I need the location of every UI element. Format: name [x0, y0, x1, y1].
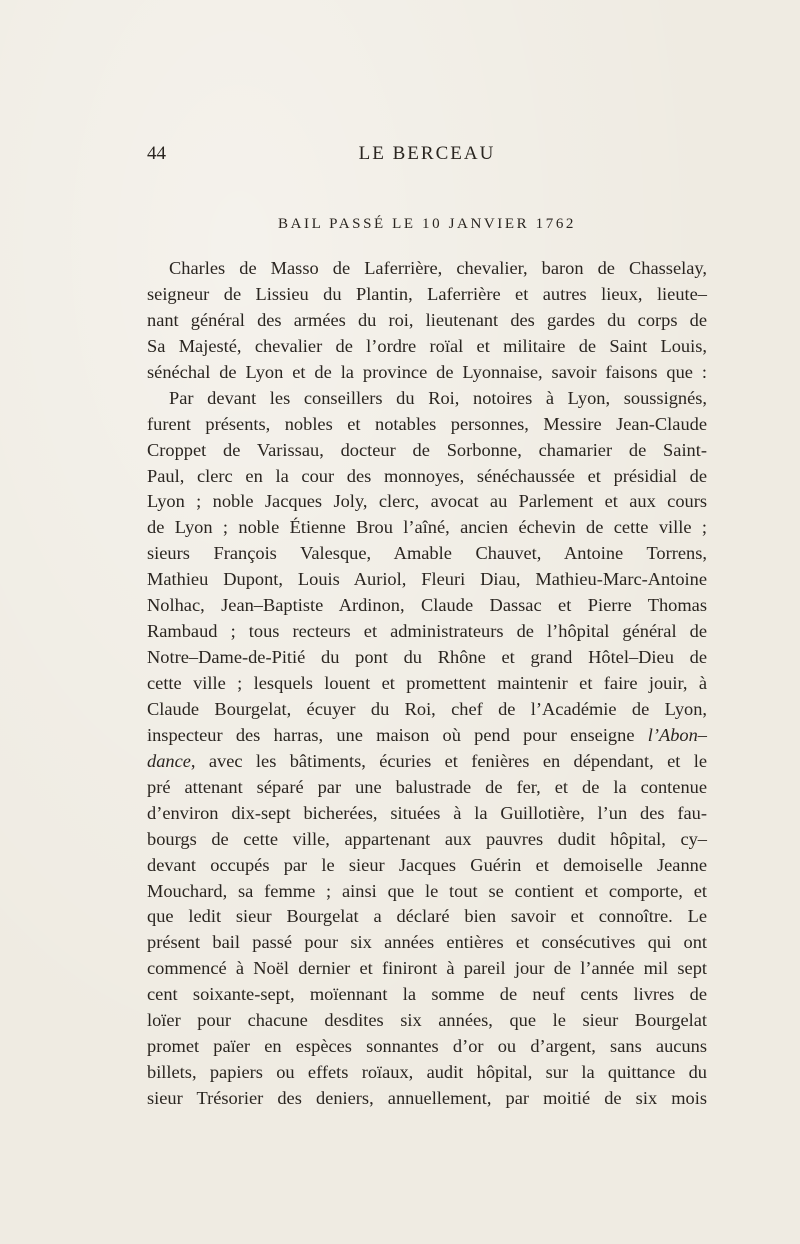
text-line: présent bail passé pour six années entières et consécutives qui ont	[147, 932, 707, 953]
text-line: Notre–Dame-de-Pitié du pont du Rhône et grand Hôtel–Dieu de	[147, 647, 707, 668]
text-line: nant général des armées du roi, lieutenant des gardes du corps de	[147, 309, 707, 330]
text-line: Croppet de Varissau, docteur de Sorbonne, chamarier de Saint-	[147, 439, 707, 460]
text-line: Rambaud ; tous recteurs et administrateurs de l’hôpital général de	[147, 621, 707, 642]
text-line: seigneur de Lissieu du Plantin, Laferrière et autres lieux, lieute–	[147, 283, 707, 304]
running-title: LE BERCEAU	[358, 143, 496, 164]
text-segment: inspecteur des harras, une maison où pend pour enseigne	[147, 724, 635, 745]
text-line: Mouchard, sa femme ; ainsi que le tout se contient et comporte, et	[147, 880, 707, 901]
text-segment: , avec les bâtiments, écuries et fenières en dépendant, et le	[190, 750, 707, 771]
italic-segment: dance	[147, 750, 191, 771]
text-line: devant occupés par le sieur Jacques Guérin et demoiselle Jeanne	[147, 854, 707, 875]
body-text	[147, 256, 707, 1112]
text-line: Paul, clerc en la cour des monnoyes, sénéchaussée et présidial de	[147, 465, 707, 486]
text-line: Lyon ; noble Jacques Joly, clerc, avocat au Parlement et aux cours	[147, 491, 707, 512]
text-line: que ledit sieur Bourgelat a déclaré bien savoir et connoître. Le	[147, 906, 707, 927]
text-line: sieurs François Valesque, Amable Chauvet, Antoine Torrens,	[147, 543, 707, 564]
text-line: Nolhac, Jean–Baptiste Ardinon, Claude Dassac et Pierre Thomas	[147, 595, 707, 616]
text-line: furent présents, nobles et notables personnes, Messire Jean-Claude	[147, 413, 707, 434]
text-line: d’environ dix-sept bicherées, situées à la Guillotière, l’un des fau-	[147, 802, 707, 823]
text-line: promet païer en espèces sonnantes d’or ou d’argent, sans aucuns	[147, 1036, 707, 1057]
text-line: de Lyon ; noble Étienne Brou l’aîné, ancien échevin de cette ville ;	[147, 517, 707, 538]
text-line: pré attenant séparé par une balustrade de fer, et de la contenue	[147, 776, 707, 797]
page-header	[147, 143, 707, 173]
text-line-with-italic	[147, 723, 707, 749]
text-line: Claude Bourgelat, écuyer du Roi, chef de l’Académie de Lyon,	[147, 698, 707, 719]
text-line: sénéchal de Lyon et de la province de Lyonnaise, savoir faisons que :	[147, 361, 707, 382]
text-line: loïer pour chacune desdites six années, que le sieur Bourgelat	[147, 1010, 707, 1031]
text-line: Sa Majesté, chevalier de l’ordre roïal et militaire de Saint Louis,	[147, 335, 707, 356]
text-line: Mathieu Dupont, Louis Auriol, Fleuri Diau, Mathieu-Marc-Antoine	[147, 569, 707, 590]
text-line: Charles de Masso de Laferrière, chevalier, baron de Chasselay,	[169, 258, 707, 278]
text-line: bourgs de cette ville, appartenant aux pauvres dudit hôpital, cy–	[147, 828, 707, 849]
section-title: BAIL PASSÉ LE 10 JANVIER 1762	[277, 216, 577, 232]
text-line: sieur Trésorier des deniers, annuellement, par moitié de six mois	[147, 1088, 707, 1108]
text-line: cent soixante-sept, moïennant la somme de neuf cents livres de	[147, 984, 707, 1005]
page-number: 44	[147, 143, 166, 164]
text-line: Par devant les conseillers du Roi, notoires à Lyon, soussignés,	[169, 387, 707, 408]
text-line: commencé à Noël dernier et finiront à pareil jour de l’année mil sept	[147, 958, 707, 979]
text-line: billets, papiers ou effets roïaux, audit hôpital, sur la quittance du	[147, 1062, 707, 1083]
text-line: cette ville ; lesquels louent et promettent maintenir et faire jouir, à	[147, 673, 707, 693]
italic-segment: l’Abon–	[647, 724, 707, 745]
text-line-with-italic	[147, 749, 707, 775]
